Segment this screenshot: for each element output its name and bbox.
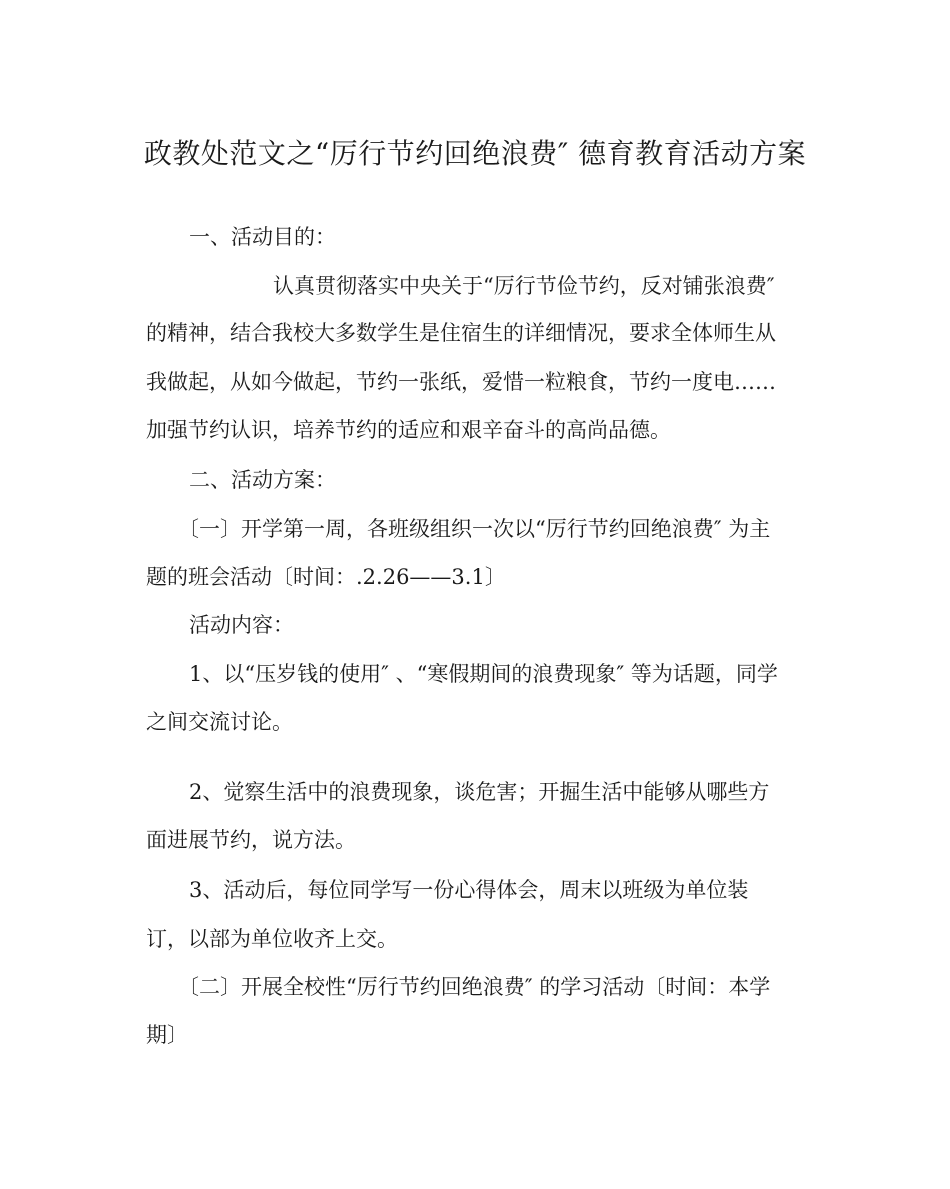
section-heading-purpose: 一、活动目的： [189,225,336,249]
plan-item-one-line: 题的班会活动〔时间：.2.26——3.1〕 [146,565,506,589]
purpose-paragraph-line: 加强节约认识，培养节约的适应和艰辛奋斗的高尚品德。 [146,418,671,442]
activity-content-heading: 活动内容： [189,613,294,637]
activity-point-1-line: 1、以“压岁钱的使用″ 、“寒假期间的浪费现象″ 等为话题，同学 [189,662,778,686]
activity-point-2-line: 面进展节约，说方法。 [146,828,356,852]
activity-point-1-line: 之间交流讨论。 [146,710,293,734]
activity-point-2-line: 2、觉察生活中的浪费现象，谈危害；开掘生活中能够从哪些方 [189,780,770,804]
section-heading-plan: 二、活动方案： [189,468,336,492]
plan-item-two-line: 期〕 [146,1023,188,1047]
plan-item-one-line: 〔一〕开学第一周，各班级组织一次以“厉行节约回绝浪费″ 为主 [178,517,771,541]
activity-point-3-line: 3、活动后，每位同学写一份心得体会，周末以班级为单位装 [189,878,749,902]
purpose-paragraph-line: 认真贯彻落实中央关于“厉行节俭节约，反对铺张浪费″ [273,274,775,298]
plan-item-two-line: 〔二〕开展全校性“厉行节约回绝浪费″ 的学习活动〔时间：本学 [178,975,771,999]
purpose-paragraph-line: 我做起，从如今做起，节约一张纸，爱惜一粒粮食，节约一度电…… [146,370,776,394]
activity-point-3-line: 订，以部为单位收齐上交。 [146,927,398,951]
purpose-paragraph-line: 的精神，结合我校大多数学生是住宿生的详细情况，要求全体师生从 [146,321,776,345]
document-title: 政教处范文之“厉行节约回绝浪费″ 德育教育活动方案 [143,137,807,170]
